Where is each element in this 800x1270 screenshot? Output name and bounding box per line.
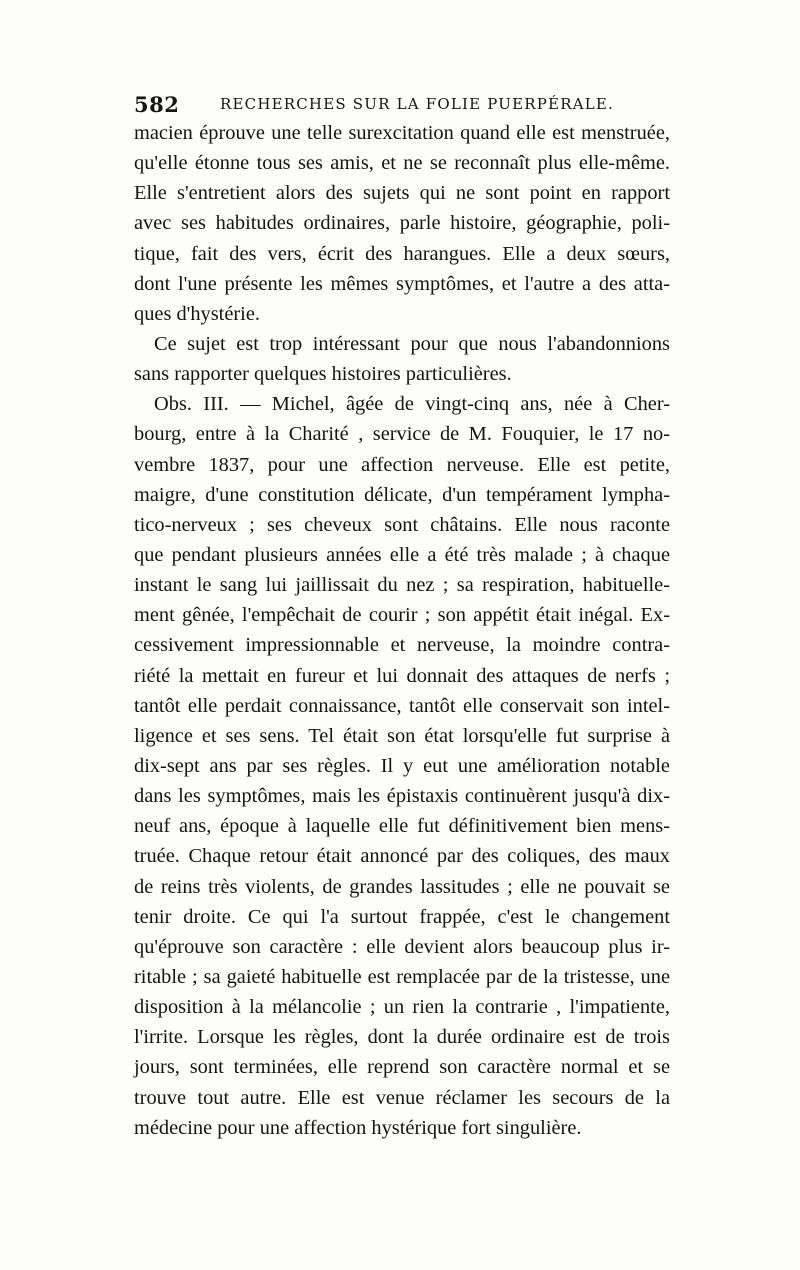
text-line: ques d'hystérie. <box>134 302 260 325</box>
text-line: ritable ; sa gaieté habituelle est remplacée par de la tristesse, une <box>134 965 670 988</box>
observation-heading-line: Obs. III. — Michel, âgée de vingt-cinq ans, née à Cher- <box>154 393 670 416</box>
text-line: tique, fait des vers, écrit des harangues. Elle a deux sœurs, <box>134 242 670 265</box>
text-line: tico-nerveux ; ses cheveux sont châtains. Elle nous raconte <box>134 513 670 536</box>
text-line: qu'elle étonne tous ses amis, et ne se reconnaît plus elle-même. <box>134 152 670 175</box>
text-line: instant le sang lui jaillissait du nez ; sa respiration, habituelle- <box>134 574 670 597</box>
paragraph-start-line: Ce sujet est trop intéressant pour que nous l'abandonnions <box>154 332 670 355</box>
text-line: trouve tout autre. Elle est venue réclamer les secours de la <box>134 1086 670 1109</box>
text-line: l'irrite. Lorsque les règles, dont la durée ordinaire est de trois <box>134 1026 670 1049</box>
text-line: bourg, entre à la Charité , service de M. Fouquier, le 17 no- <box>134 423 670 446</box>
text-line: Elle s'entretient alors des sujets qui ne sont point en rapport <box>134 182 670 205</box>
text-line: vembre 1837, pour une affection nerveuse. Elle est petite, <box>134 453 670 476</box>
text-line: macien éprouve une telle surexcitation quand elle est menstruée, <box>134 122 670 144</box>
text-line: dans les symptômes, mais les épistaxis continuèrent jusqu'à dix- <box>134 785 670 808</box>
text-line: riété la mettait en fureur et lui donnait des attaques de nerfs ; <box>134 664 670 687</box>
text-line: neuf ans, époque à laquelle elle fut définitivement bien mens- <box>134 815 670 838</box>
text-line: truée. Chaque retour était annoncé par des coliques, des maux <box>134 845 670 868</box>
text-line: jours, sont terminées, elle reprend son caractère normal et se <box>134 1056 670 1079</box>
text-line: disposition à la mélancolie ; un rien la contrarie , l'impatiente, <box>134 996 670 1019</box>
text-line: avec ses habitudes ordinaires, parle histoire, géographie, poli- <box>134 212 670 235</box>
text-line: cessivement impressionnable et nerveuse, la moindre contra- <box>134 634 670 657</box>
text-line: maigre, d'une constitution délicate, d'un tempérament lympha- <box>134 483 670 506</box>
body-text <box>134 118 670 1143</box>
text-line: que pendant plusieurs années elle a été très malade ; à chaque <box>134 543 670 566</box>
text-line: médecine pour une affection hystérique fort singulière. <box>134 1116 582 1139</box>
text-line: tantôt elle perdait connaissance, tantôt elle conservait son intel- <box>134 694 670 717</box>
text-line: tenir droite. Ce qui l'a surtout frappée, c'est le changement <box>134 905 670 928</box>
text-line: qu'éprouve son caractère : elle devient alors beaucoup plus ir- <box>134 935 670 958</box>
running-title: RECHERCHES SUR LA FOLIE PUERPÉRALE. <box>220 95 615 113</box>
text-line: sans rapporter quelques histoires particulières. <box>134 363 512 386</box>
text-line: de reins très violents, de grandes lassitudes ; elle ne pouvait se <box>134 875 670 898</box>
text-line: dont l'une présente les mêmes symptômes, et l'autre a des atta- <box>134 272 670 295</box>
text-line: ment gênée, l'empêchait de courir ; son appétit était inégal. Ex- <box>134 604 670 627</box>
page-number: 582 <box>134 92 180 117</box>
text-line: dix-sept ans par ses règles. Il y eut une amélioration notable <box>134 754 670 777</box>
text-line: ligence et ses sens. Tel était son état lorsqu'elle fut surprise à <box>134 724 670 747</box>
page-header <box>134 92 674 116</box>
